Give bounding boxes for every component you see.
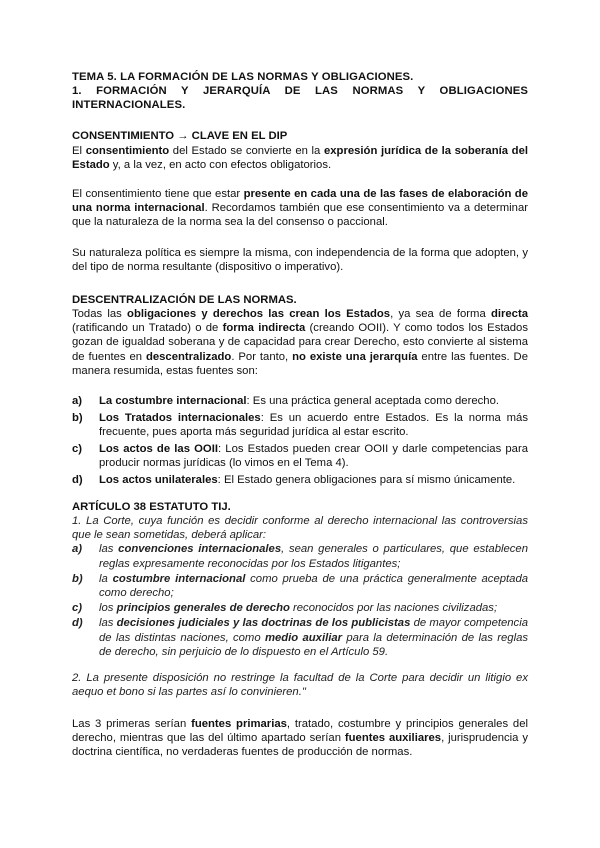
list-item [72,473,528,487]
bold-run: Los actos unilaterales [99,473,218,486]
list-marker: a) [72,395,83,407]
list-marker: c) [72,442,83,455]
list-item [72,442,528,470]
text-run: Todas las [72,308,128,320]
document-title [72,70,528,113]
bold-run: fuentes auxiliares [344,732,442,745]
text-run: El [72,145,86,157]
bold-run: descentralizado [145,350,232,363]
list-marker: d) [72,473,83,486]
bold-run: decisiones judiciales y las doctrinas de los publicistas [116,617,411,630]
list-item [72,616,528,659]
bold-run: expresión jurídica de la soberanía del Estado [72,145,528,172]
bold-run: La costumbre internacional [99,395,247,407]
article-intro: 1. La Corte, cuya función es decidir conforme al derecho internacional las controversias que le sean sometidas, deberá aplicar: [72,515,528,542]
bold-run: consentimiento [85,145,170,157]
title-line-2: 1. FORMACIÓN Y JERARQUÍA DE LAS NORMAS Y OBLIGACIONES INTERNACIONALES. [72,85,528,112]
article-paragraph-2: 2. La presente disposición no restringe la facultad de la Corte para decidir un litigio ex aequo et bono si las partes así lo convinieren." [72,672,528,699]
consent-paragraph-3: Su naturaleza política es siempre la misma, con independencia de la forma que adopten, y del tipo de norma resultante (dispositivo o imperativo). [72,247,528,274]
text-run: El consentimiento tiene que estar [72,188,244,200]
text-run: (ratificando un Tratado) o de [72,322,223,335]
text-run: , tratado, costumbre y principios generales del derecho, mientras que las del último apartado serían [72,718,528,745]
list-item-text [99,601,528,615]
bold-run: obligaciones y derechos las crean los Estados [127,308,391,320]
list-item-text [99,542,528,570]
list-item-text [99,394,528,408]
list-item-text [99,616,528,659]
bold-run: principios generales de derecho [116,602,290,615]
bold-run: forma indirecta [222,322,306,335]
list-item [72,572,528,600]
list-marker: d) [72,617,83,630]
list-item-text [99,473,528,487]
bold-run: fuentes primarias [191,718,287,730]
list-item [72,411,528,439]
list-item-text [99,411,528,439]
text-run: de mayor competencia de las distintas naciones, como [99,617,528,644]
text-run: entre las fuentes. De manera resumida, estas fuentes son: [72,350,529,377]
article-heading: ARTÍCULO 38 ESTATUTO TIJ. [72,501,231,513]
list-item [72,601,528,615]
list-marker: b) [72,572,83,585]
article-38-quote [72,514,528,660]
text-run: : Es una práctica general aceptada como derecho. [246,395,499,407]
text-run: , jurisprudencia y doctrina científica, no verdaderas fuentes de producción de normas. [72,732,528,759]
text-run: . Por tanto, [231,350,293,363]
bold-run: medio auxiliar [264,631,343,644]
list-item-text [99,572,528,600]
text-run: : El Estado genera obligaciones para sí mismo únicamente. [217,473,516,486]
consent-heading: CONSENTIMIENTO → CLAVE EN EL DIP [72,130,288,142]
closing-paragraph [72,717,528,760]
decentralization-heading: DESCENTRALIZACIÓN DE LAS NORMAS. [72,294,297,306]
bold-run: costumbre internacional [112,572,246,585]
list-marker: b) [72,411,83,424]
decentralization-paragraph [72,307,528,378]
text-run: como prueba de una práctica generalmente aceptada como derecho; [99,572,529,600]
bold-run: convenciones internacionales [118,543,282,556]
bold-run: directa [490,308,528,320]
text-run: (creando OOII). Y como todos los Estados gozan de igualdad soberana y de capacidad para crear Derecho, esto convierte al sistema de fuentes en [72,322,528,363]
text-run: las [99,617,117,630]
list-item [72,542,528,570]
text-run: Las 3 primeras serían [72,718,192,730]
list-item-text [99,442,528,470]
text-run: y, a la vez, en acto con efectos obligatorios. [109,159,332,172]
list-marker: a) [72,543,83,556]
bold-run: no existe una jerarquía [292,350,418,363]
bold-run: Los actos de las OOII [99,442,218,455]
list-item [72,394,528,408]
text-run: la [99,572,113,585]
bold-run: presente en cada una de las fases de elaboración de una norma internacional [72,188,528,215]
consent-paragraph-2 [72,187,528,230]
bold-run: Los Tratados internacionales [99,411,261,424]
text-run: , ya sea de forma [390,308,491,320]
list-marker: c) [72,602,83,615]
sources-list [72,394,528,489]
text-run: del Estado se convierte en la [169,145,324,157]
text-run: : Los Estados pueden crear OOII y darle competencias para producir normas jurídicas (lo vimos en el Tema 4). [99,442,529,469]
text-run: las [99,543,119,556]
text-run: . Recordamos también que ese consentimiento va a determinar que la naturaleza de la norma sea la del consenso o paccional. [72,202,528,229]
consent-paragraph-1 [72,144,528,172]
text-run: los [99,602,117,615]
text-run: para la determinación de las reglas de derecho, sin perjuicio de lo dispuesto en el Artículo 59. [99,631,529,658]
text-run: reconocidos por las naciones civilizadas; [289,602,498,615]
text-run: , sean generales o particulares, que establecen reglas expresamente reconocidas por los Estados litigantes; [99,543,528,570]
text-run: : Es un acuerdo entre Estados. Es la norma más frecuente, pues aporta más seguridad jurídica al estar escrito. [99,411,528,438]
title-line-1: TEMA 5. LA FORMACIÓN DE LAS NORMAS Y OBLIGACIONES. [72,71,414,83]
